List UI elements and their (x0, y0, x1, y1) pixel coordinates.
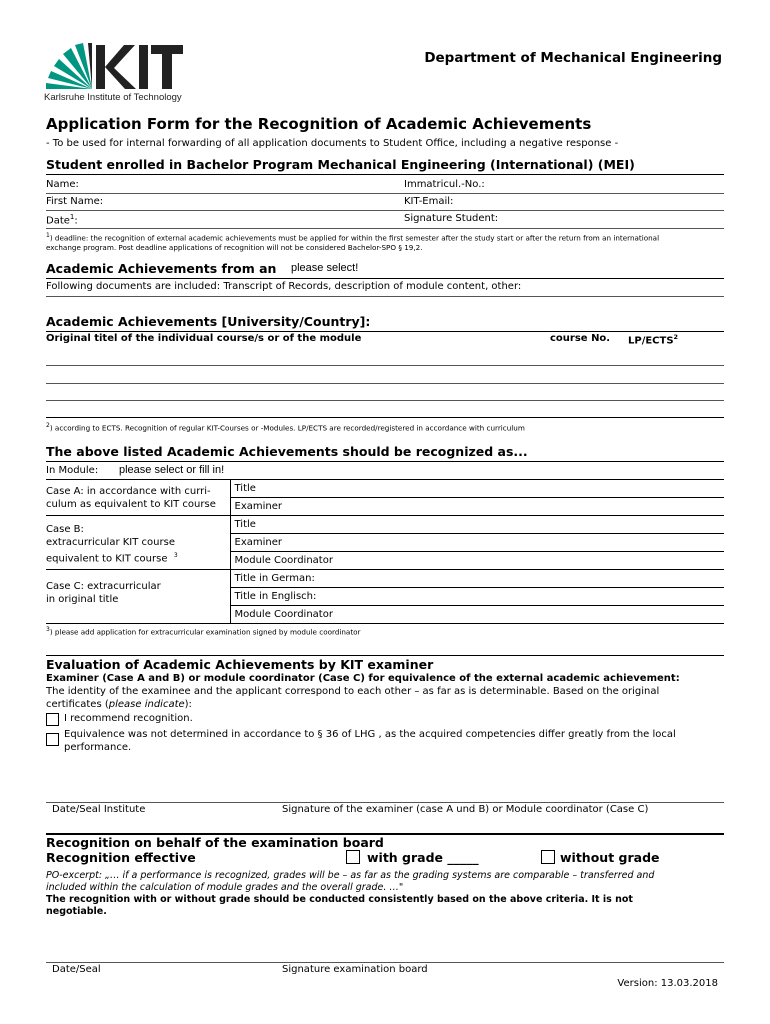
department-name: Department of Mechanical Engineering (424, 50, 722, 66)
kit-logo (44, 42, 194, 104)
po-excerpt (46, 870, 654, 894)
case-b-line2: extracurricular KIT course (46, 537, 175, 548)
lp-ects-column (628, 333, 678, 346)
course-row[interactable] (46, 400, 724, 401)
ects-footnote-num: 2 (46, 422, 50, 429)
case-b-description (46, 516, 230, 570)
extracurricular-footnote-text: ) please add application for extracurricular examination signed by module coordinator (49, 627, 361, 637)
consistency-note-line1: The recognition with or without grade should be conducted consistently based on the above criteria. It is not (46, 894, 633, 905)
in-module-select[interactable]: please select or fill in! (119, 464, 225, 476)
evaluation-text-line2 (46, 699, 192, 710)
signature-student-label: Signature Student: (404, 213, 499, 224)
evaluation-text-line2-italic: please indicate (108, 699, 185, 710)
case-c-coordinator-field[interactable]: Module Coordinator (230, 606, 724, 624)
case-c-line2: in original title (46, 594, 119, 605)
consistency-note-line2: negotiable. (46, 906, 107, 917)
evaluation-bold-line: Examiner (Case A and B) or module coordinator (Case C) for equivalence of the external academic achievement: (46, 673, 680, 684)
first-name-label: First Name: (46, 196, 104, 207)
not-equivalent-label (64, 729, 676, 754)
deadline-footnote-line2: exchange program. Post deadline applications of recognition will not be considered Bachelor-SPO § 19,2. (46, 243, 423, 253)
po-excerpt-line1: PO-excerpt: „… if a performance is recognized, grades will be – as far as the grading systems are comparable – transferred and (46, 870, 655, 881)
case-b-footnote-ref: 3 (173, 552, 178, 559)
achievements-from-heading: Academic Achievements from an (46, 261, 277, 276)
with-grade-checkbox[interactable] (346, 850, 360, 864)
with-grade-label: with grade _____ (367, 850, 479, 865)
not-equivalent-line2: performance. (64, 741, 132, 753)
not-equivalent-checkbox[interactable] (46, 733, 59, 746)
case-a-title-field[interactable]: Title (230, 480, 724, 498)
deadline-footnote (46, 231, 726, 253)
case-a-line2: culum as equivalent to KIT course (46, 499, 216, 510)
lp-ects-footnote-ref: 2 (673, 333, 679, 341)
recognized-as-heading: The above listed Academic Achievements should be recognized as... (46, 444, 528, 459)
kit-email-label: KIT-Email: (404, 196, 454, 207)
board-heading: Recognition on behalf of the examination board (46, 835, 384, 850)
po-excerpt-line2: included within the calculation of module grades and the overall grade. …" (46, 882, 404, 893)
consistency-note (46, 894, 633, 918)
immatricul-label: Immatricul.-No.: (404, 179, 485, 190)
course-title-column: Original titel of the individual course/s or of the module (46, 333, 362, 344)
course-row[interactable] (46, 365, 724, 366)
examiner-signature-line[interactable] (46, 802, 724, 803)
deadline-footnote-line1: ) deadline: the recognition of external academic achievements must be applied for within the first semester after the study start or after the return from an international (49, 233, 660, 243)
case-b-line3: equivalent to KIT course (46, 553, 168, 565)
ects-footnote (46, 422, 525, 432)
case-b-line3-wrap (46, 549, 230, 565)
case-a-line1: Case A: in accordance with curri- (46, 486, 211, 497)
date-footnote-ref: 1 (69, 213, 75, 221)
not-equivalent-line1: Equivalence was not determined in accordance to § 36 of LHG , as the acquired competencies differ greatly from the local (64, 729, 676, 740)
case-c-description (46, 570, 230, 624)
recognition-cases-table (46, 479, 724, 624)
case-c-title-english-field[interactable]: Title in Englisch: (230, 588, 724, 606)
date-seal-institute-label: Date/Seal Institute (52, 804, 146, 815)
evaluation-heading: Evaluation of Academic Achievements by KIT examiner (46, 657, 434, 672)
without-grade-label: without grade (560, 850, 660, 865)
version-label: Version: 13.03.2018 (617, 978, 718, 989)
recommend-recognition-checkbox[interactable] (46, 713, 59, 726)
evaluation-text-line2-b: ): (184, 699, 192, 710)
board-signature-line[interactable] (46, 962, 724, 963)
logo-subtitle: Karlsruhe Institute of Technology (44, 92, 182, 103)
recognition-effective-label: Recognition effective (46, 850, 196, 865)
extracurricular-footnote-num: 3 (46, 626, 50, 633)
deadline-footnote-num: 1 (46, 232, 50, 239)
form-subtitle: - To be used for internal forwarding of all application documents to Student Office, including a negative response - (46, 138, 619, 149)
date-colon: : (74, 215, 78, 227)
course-no-column: course No. (550, 333, 611, 344)
evaluation-text-line2-a: certificates ( (46, 699, 109, 710)
kit-logo-icon (44, 42, 194, 90)
date-label (46, 213, 78, 226)
date-label-text: Date (46, 215, 70, 227)
extracurricular-footnote (46, 626, 361, 636)
case-c-title-german-field[interactable]: Title in German: (230, 570, 724, 588)
board-date-seal-label: Date/Seal (52, 964, 101, 975)
case-a-description (46, 480, 230, 516)
institution-type-select[interactable]: please select! (291, 262, 359, 274)
without-grade-checkbox[interactable] (541, 850, 555, 864)
ects-footnote-text: ) according to ECTS. Recognition of regular KIT-Courses or -Modules. LP/ECTS are recorded/registered in accordance with curriculum (49, 423, 525, 433)
recommend-recognition-label: I recommend recognition. (64, 713, 193, 724)
case-b-examiner-field[interactable]: Examiner (230, 534, 724, 552)
name-label: Name: (46, 179, 79, 190)
case-b-line1: Case B: (46, 524, 84, 535)
in-module-label: In Module: (46, 465, 99, 476)
evaluation-text-line1: The identity of the examinee and the applicant correspond to each other – as far as is determinable. Based on the original (46, 686, 660, 697)
case-b-coordinator-field[interactable]: Module Coordinator (230, 552, 724, 570)
form-title: Application Form for the Recognition of Academic Achievements (46, 115, 592, 133)
board-signature-label: Signature examination board (282, 964, 428, 975)
examiner-signature-label: Signature of the examiner (case A und B) or Module coordinator (Case C) (282, 804, 649, 815)
lp-ects-label: LP/ECTS (628, 335, 674, 347)
case-b-title-field[interactable]: Title (230, 516, 724, 534)
documents-included-line[interactable]: Following documents are included: Transcript of Records, description of module content, other: (46, 281, 522, 292)
case-c-line1: Case C: extracurricular (46, 581, 161, 592)
course-row[interactable] (46, 383, 724, 384)
case-a-examiner-field[interactable]: Examiner (230, 498, 724, 516)
university-heading: Academic Achievements [University/Country]: (46, 314, 371, 329)
student-heading: Student enrolled in Bachelor Program Mechanical Engineering (International) (MEI) (46, 157, 635, 172)
